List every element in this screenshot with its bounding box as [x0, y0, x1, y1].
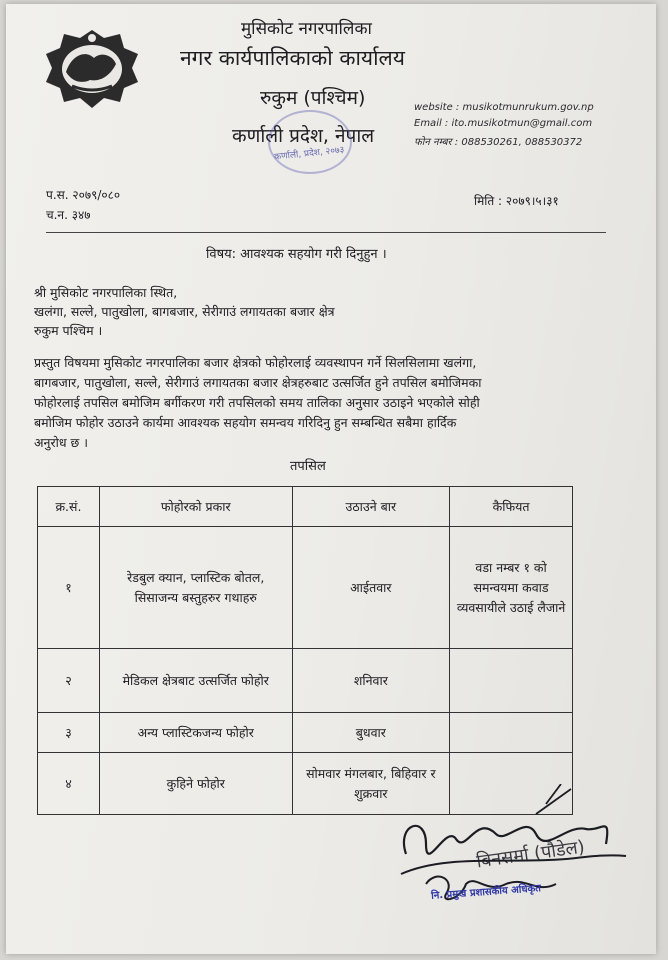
serial-cell: ४: [38, 753, 100, 815]
waste-type-cell: अन्य प्लास्टिकजन्य फोहोर: [99, 713, 292, 753]
body-line: फोहोरलाई तपसिल बमोजिम बर्गीकरण गरी तपसिलको समय तालिका अनुसार उठाइने भएकोले सोही: [34, 395, 480, 410]
table-header-row: [38, 487, 573, 527]
stamp-text: कर्णाली, प्रदेश, २०७३: [273, 145, 345, 163]
body-line: बमोजिम फोहोर उठाउने कार्यमा आवश्यक सहयोग समन्वय गरिदिनु हुन सम्बन्धित सबैमा हार्दिक: [34, 415, 457, 430]
phone-value: 088530261, 088530372: [461, 137, 583, 148]
collection-day-cell: बुधवार: [292, 713, 450, 753]
waste-type-cell: मेडिकल क्षेत्रबाट उत्सर्जित फोहोर: [99, 649, 292, 713]
collection-day-cell: शनिवार: [292, 649, 450, 713]
column-header: फोहोरको प्रकार: [99, 487, 292, 527]
addressee-line: श्री मुसिकोट नगरपालिका स्थित,: [34, 285, 178, 300]
website-line: [414, 102, 594, 113]
serial-cell: १: [38, 527, 100, 649]
remark-cell: वडा नम्बर १ को समन्वयमा कवाड व्यवसायीले उठाई लैजाने: [450, 527, 573, 649]
waste-type-cell: कुहिने फोहोर: [99, 753, 292, 815]
column-header: कैफियत: [450, 487, 573, 527]
table-title: तपसिल: [290, 459, 326, 474]
waste-type-cell: रेडबुल क्यान, प्लास्टिक बोतल, सिसाजन्य बस्तुहरुर गथाहरु: [99, 527, 292, 649]
email-value: ito.musikotmun@gmail.com: [451, 118, 593, 129]
municipality-name: मुसिकोट नगरपालिका: [241, 19, 372, 39]
column-header: क्र.सं.: [38, 487, 100, 527]
remark-cell: [450, 649, 573, 713]
body-line: अनुरोध छ ।: [34, 435, 88, 450]
divider-line: [46, 232, 606, 233]
reference-number: प.स. २०७९/०८०: [46, 188, 121, 202]
body-line: बागबजार, पातुखोला, सल्ले, सेरीगाउं लगायतका बजार क्षेत्रहरुबाट उत्सर्जित हुने तपसिल बमोजिमका: [34, 375, 482, 390]
serial-cell: २: [38, 649, 100, 713]
table-row: [38, 713, 573, 753]
collection-day-cell: आईतवार: [292, 527, 450, 649]
signatory-name: बिनसर्मा (पौडेल): [475, 836, 587, 873]
collection-day-cell: सोमवार मंगलबार, बिहिवार र शुक्रवार: [292, 753, 450, 815]
office-name: नगर कार्यपालिकाको कार्यालय: [180, 46, 405, 70]
nepal-emblem-logo: [42, 24, 142, 114]
phone-line: [414, 134, 582, 148]
email-label: Email :: [414, 118, 449, 129]
district-name: रुकुम (पश्चिम): [260, 87, 366, 109]
province-name: कर्णाली प्रदेश, नेपाल: [232, 125, 375, 147]
email-line: [414, 118, 592, 129]
letter-subject: विषय: आवश्यक सहयोग गरी दिनुहुन ।: [206, 247, 387, 262]
signatory-title: नि. प्रमुख प्रशासकीय अधिकृत: [430, 883, 542, 902]
serial-cell: ३: [38, 713, 100, 753]
body-line: प्रस्तुत विषयमा मुसिकोट नगरपालिका बजार क्षेत्रको फोहोरलाई व्यवस्थापन गर्ने सिलसिलामा खलंगा,: [34, 355, 477, 370]
website-label: website :: [414, 102, 460, 113]
letter-date: मिति : २०७९।५।३१: [474, 194, 559, 208]
table-row: [38, 527, 573, 649]
schedule-table: [37, 486, 573, 815]
dispatch-number: च.न. ३४७: [46, 208, 91, 222]
letter-page: [6, 4, 656, 954]
addressee-line: रुकुम पश्चिम ।: [34, 323, 103, 338]
addressee-line: खलंगा, सल्ले, पातुखोला, बागबजार, सेरीगाउं लगायतका बजार क्षेत्र: [34, 304, 335, 319]
table-row: [38, 649, 573, 713]
phone-label: फोन नम्बर :: [414, 137, 459, 148]
column-header: उठाउने बार: [292, 487, 450, 527]
website-value: musikotmunrukum.gov.np: [462, 102, 594, 113]
remark-cell: [450, 713, 573, 753]
